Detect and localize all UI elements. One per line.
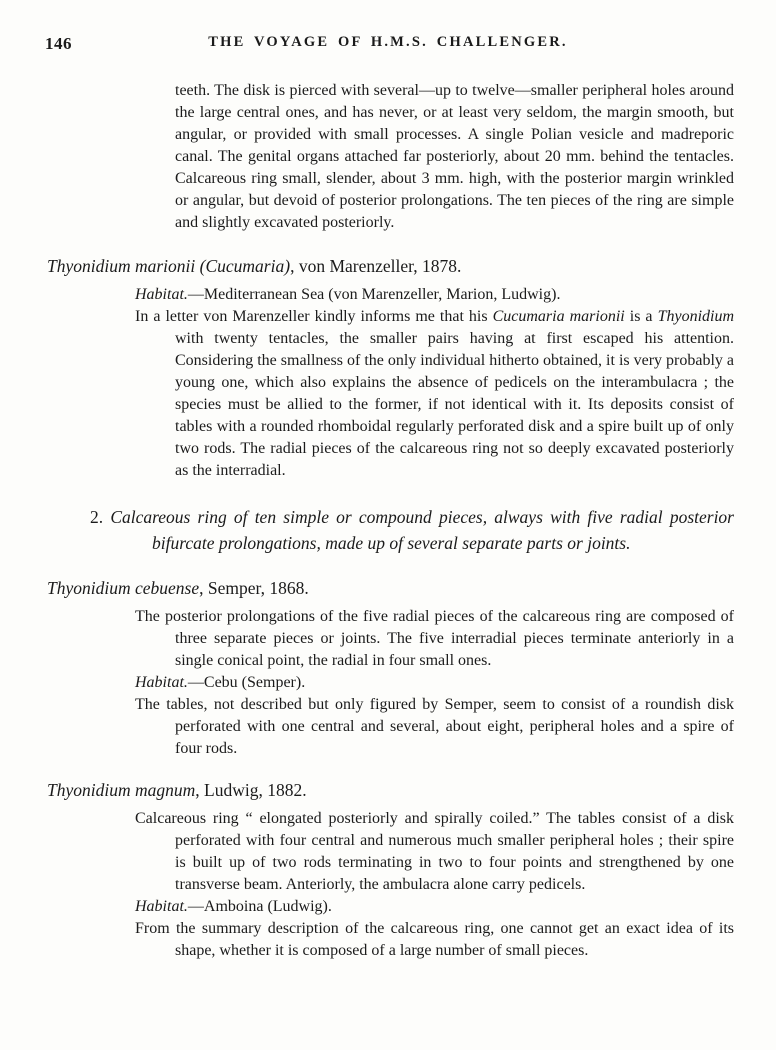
paragraph-cebuense-tables: The tables, not described but only figured by Semper, seem to consist of a roundish disk perforated with one central and several, about eight, peripheral holes and a spire of four rods. (135, 696, 734, 757)
paragraph-continuation-teeth: teeth. The disk is pierced with several—up to twelve—smaller peripheral holes around the large central ones, and has never, or at least very seldom, the margin smooth, but angular, or provided with small processes. A single Polian vesicle and madreporic canal. The genital organs attached far posteriorly, about 20 mm. behind the tentacles. Calcareous ring small, slender, about 3 mm. high, with the posterior margin wrinkled or angular, but devoid of posterior prolongations. The ten pieces of the ring are simple and slightly excavated posteriorly. (175, 82, 734, 231)
habitat-line-marionii: Habitat.—Mediterranean Sea (von Marenzeller, Marion, Ludwig). (135, 286, 561, 303)
habitat-line-magnum: Habitat.—Amboina (Ludwig). (135, 898, 332, 915)
species-heading-magnum: Thyonidium magnum, Ludwig, 1882. (47, 780, 307, 800)
page-number: 146 (45, 34, 72, 53)
running-head: THE VOYAGE OF H.M.S. CHALLENGER. (208, 34, 568, 50)
paragraph-marionii-description: In a letter von Marenzeller kindly informs me that his Cucumaria marionii is a Thyonidium with twenty tentacles, the smaller pairs having at first escaped his attention. Considering the smallness of the only individual hitherto obtained, it is very probably a young one, which also explains the absence of pedicels on the interambulacra ; the species must be allied to the former, if not identical with it. Its deposits consist of tables with a rounded rhomboidal regularly perforated disk and a spire built up of only two rods. The radial pieces of the calcareous ring not so deeply excavated posteriorly as the interradial. (135, 308, 735, 479)
species-heading-cebuense: Thyonidium cebuense, Semper, 1868. (47, 578, 309, 598)
page-header (0, 0, 776, 56)
paragraph-magnum-summary: From the summary description of the calcareous ring, one cannot get an exact idea of its shape, whether it is composed of a large number of small pieces. (135, 920, 734, 959)
habitat-line-cebuense: Habitat.—Cebu (Semper). (135, 674, 306, 691)
paragraph-magnum-description: Calcareous ring “ elongated posteriorly and spirally coiled.” The tables consist of a disk perforated with four central and numerous much smaller peripheral holes ; their spire is built up of two rods terminating in two to four points and strengthened by one transverse beam. Anteriorly, the ambulacra alone carry pedicels. (135, 810, 734, 893)
species-heading-marionii: Thyonidium marionii (Cucumaria), von Marenzeller, 1878. (47, 256, 462, 276)
paragraph-cebuense-prolongations: The posterior prolongations of the five radial pieces of the calcareous ring are composed of three separate pieces or joints. The five interradial pieces terminate anteriorly in a single conical point, the radial in four small ones. (135, 608, 734, 669)
section-heading-2-calcareous-ring: 2. Calcareous ring of ten simple or compound pieces, always with five radial posterior bifurcate prolongations, made up of several separate parts or joints. (90, 507, 734, 553)
